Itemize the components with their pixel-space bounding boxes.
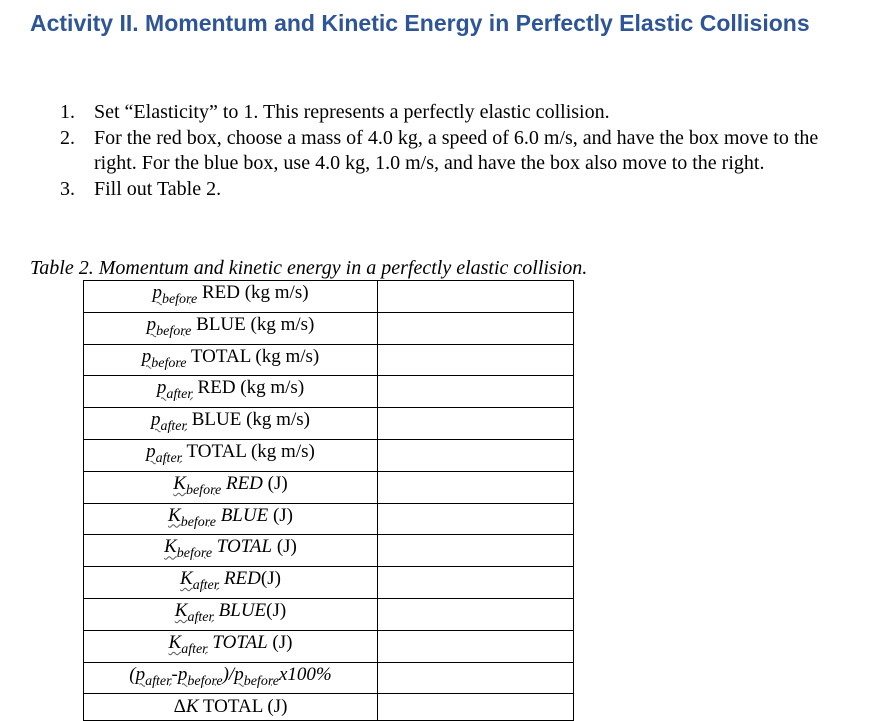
row-unit: (J): [267, 631, 293, 653]
row-label: [84, 408, 378, 440]
row-unit: (J): [262, 472, 288, 494]
step-text: Fill out Table 2.: [94, 177, 222, 200]
quantity-symbol: $p_{before}$: [141, 345, 187, 371]
step-text: For the red box, choose a mass of 4.0 kg, a speed of 6.0 m/s, and have the box move to the right. For the blue box, use 4.0 kg, 1.0 m/s, and have the box also move to the right.: [94, 126, 819, 174]
table-row: [84, 630, 574, 662]
data-table: [83, 280, 574, 721]
answer-cell[interactable]: [378, 630, 574, 662]
delta-k-label: [84, 694, 378, 720]
quantity-symbol: $p_{before}$: [152, 282, 198, 307]
table-row: [84, 281, 574, 313]
activity-heading: Activity II. Momentum and Kinetic Energy in Perfectly Elastic Collisions: [30, 10, 810, 36]
row-label: [84, 598, 378, 630]
quantity-symbol: K: [185, 695, 199, 717]
table-row: [84, 408, 574, 440]
quantity-symbol: $p_{after}$: [135, 663, 172, 689]
quantity-symbol: $p_{after}$: [146, 440, 183, 466]
row-label-text: TOTAL: [207, 631, 268, 653]
table-row: [84, 662, 574, 694]
answer-cell[interactable]: [378, 694, 574, 720]
row-label-text: BLUE: [213, 599, 267, 621]
row-label-text: RED: [219, 568, 261, 590]
row-label: [84, 535, 378, 567]
quantity-symbol: $p_{before}$: [234, 663, 279, 689]
row-label: [84, 471, 378, 503]
row-label-text: TOTAL (kg m/s): [186, 345, 320, 367]
table-row: [84, 567, 574, 599]
row-label: [84, 503, 378, 535]
answer-cell[interactable]: [378, 567, 574, 599]
answer-cell[interactable]: [378, 535, 574, 567]
answer-cell[interactable]: [378, 281, 574, 313]
row-unit: (J): [266, 599, 287, 621]
row-label-text: TOTAL (J): [198, 695, 288, 717]
table-row: [84, 439, 574, 471]
row-label: [84, 439, 378, 471]
percent-change-label: $(p_{after}-p_{before})/p_{before}x100\%$: [84, 662, 378, 694]
answer-cell[interactable]: [378, 662, 574, 694]
quantity-symbol: $K_{before}$: [173, 472, 222, 498]
instruction-step: [60, 126, 840, 177]
row-label-text: BLUE: [215, 504, 269, 526]
row-label: [84, 630, 378, 662]
row-label-text: BLUE (kg m/s): [191, 313, 315, 335]
step-number: 1.: [60, 101, 75, 123]
answer-cell[interactable]: [378, 344, 574, 376]
table-row: [84, 535, 574, 567]
row-label: [84, 567, 378, 599]
step-text: Set “Elasticity” to 1. This represents a perfectly elastic collision.: [94, 101, 610, 123]
table-row: [84, 598, 574, 630]
row-label-text: RED (kg m/s): [192, 377, 305, 399]
table-row: [84, 344, 574, 376]
quantity-symbol: $K_{after}$: [180, 568, 220, 593]
instruction-list: [60, 100, 840, 202]
table-row: [84, 471, 574, 503]
quantity-symbol: $p_{before}$: [146, 313, 192, 339]
table-caption: Table 2. Momentum and kinetic energy in a perfectly elastic collision.: [30, 257, 588, 279]
answer-cell[interactable]: [378, 439, 574, 471]
table-row: [84, 376, 574, 408]
quantity-symbol: $K_{before}$: [164, 536, 213, 562]
row-unit: (J): [260, 568, 281, 590]
row-label: [84, 281, 378, 313]
instruction-step: [60, 100, 840, 126]
answer-cell[interactable]: [378, 471, 574, 503]
quantity-symbol: $p_{after}$: [151, 409, 187, 434]
row-label-text: TOTAL (kg m/s): [182, 440, 315, 462]
row-label: [84, 312, 378, 344]
row-label-text: RED: [221, 472, 263, 494]
row-label-text: RED (kg m/s): [197, 282, 309, 303]
answer-cell[interactable]: [378, 376, 574, 408]
quantity-symbol: $K_{before}$: [168, 504, 216, 530]
answer-cell[interactable]: [378, 598, 574, 630]
quantity-symbol: $p_{before}$: [177, 663, 223, 689]
row-label-text: BLUE (kg m/s): [186, 409, 310, 431]
table-row: [84, 503, 574, 535]
row-label: [84, 344, 378, 376]
quantity-symbol: $K_{after}$: [168, 631, 208, 657]
row-label: [84, 376, 378, 408]
step-number: 2.: [60, 126, 75, 149]
row-label-text: TOTAL: [212, 536, 273, 558]
table-row: [84, 694, 574, 720]
quantity-symbol: $K_{after}$: [174, 599, 214, 625]
delta-symbol: Δ: [173, 695, 186, 717]
instruction-step: [60, 177, 840, 203]
step-number: 3.: [60, 177, 75, 200]
table-row: [84, 312, 574, 344]
quantity-symbol: $p_{after}$: [156, 377, 193, 403]
row-unit: (J): [272, 536, 297, 558]
row-unit: (J): [268, 504, 293, 526]
answer-cell[interactable]: [378, 312, 574, 344]
answer-cell[interactable]: [378, 408, 574, 440]
answer-cell[interactable]: [378, 503, 574, 535]
